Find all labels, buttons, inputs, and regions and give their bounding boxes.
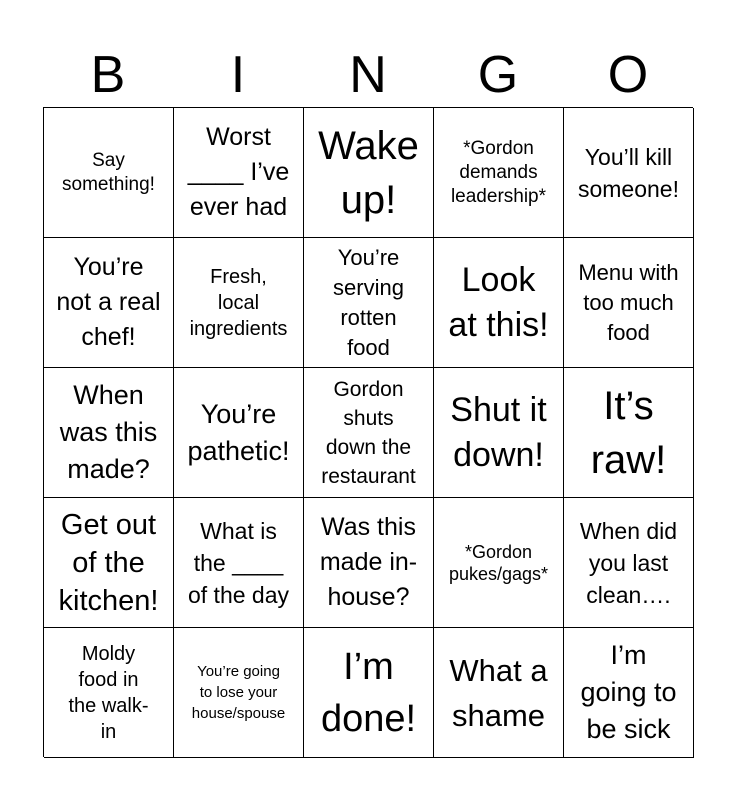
bingo-cell[interactable]: You’ll kill someone! <box>564 108 694 238</box>
bingo-cell[interactable]: Get out of the kitchen! <box>44 498 174 628</box>
bingo-cell[interactable]: You’re going to lose your house/spouse <box>174 628 304 758</box>
bingo-cell[interactable]: Say something! <box>44 108 174 238</box>
bingo-grid <box>43 107 693 757</box>
bingo-cell[interactable]: Menu with too much food <box>564 238 694 368</box>
bingo-cell[interactable]: Was this made in- house? <box>304 498 434 628</box>
bingo-cell[interactable]: Gordon shuts down the restaurant <box>304 368 434 498</box>
bingo-cell[interactable]: I’m going to be sick <box>564 628 694 758</box>
bingo-cell[interactable]: What a shame <box>434 628 564 758</box>
bingo-cell[interactable]: Fresh, local ingredients <box>174 238 304 368</box>
bingo-cell[interactable]: *Gordon pukes/gags* <box>434 498 564 628</box>
bingo-cell[interactable]: I’m done! <box>304 628 434 758</box>
bingo-cell[interactable]: What is the ____ of the day <box>174 498 304 628</box>
header-letter-i: I <box>230 46 246 104</box>
bingo-cell[interactable]: *Gordon demands leadership* <box>434 108 564 238</box>
bingo-cell[interactable]: Wake up! <box>304 108 434 238</box>
header-letter-o: O <box>607 46 649 104</box>
bingo-cell[interactable]: Shut it down! <box>434 368 564 498</box>
bingo-cell[interactable]: You’re not a real chef! <box>44 238 174 368</box>
bingo-header <box>43 44 693 106</box>
bingo-cell[interactable]: Worst ____ I’ve ever had <box>174 108 304 238</box>
bingo-cell[interactable]: You’re pathetic! <box>174 368 304 498</box>
bingo-cell[interactable]: Moldy food in the walk- in <box>44 628 174 758</box>
bingo-cell[interactable]: When was this made? <box>44 368 174 498</box>
bingo-cell[interactable]: When did you last clean…. <box>564 498 694 628</box>
bingo-cell[interactable]: Look at this! <box>434 238 564 368</box>
header-letter-n: N <box>349 46 387 104</box>
bingo-cell[interactable]: You’re serving rotten food <box>304 238 434 368</box>
header-letter-g: G <box>477 46 519 104</box>
bingo-cell[interactable]: It’s raw! <box>564 368 694 498</box>
header-letter-b: B <box>90 46 126 104</box>
